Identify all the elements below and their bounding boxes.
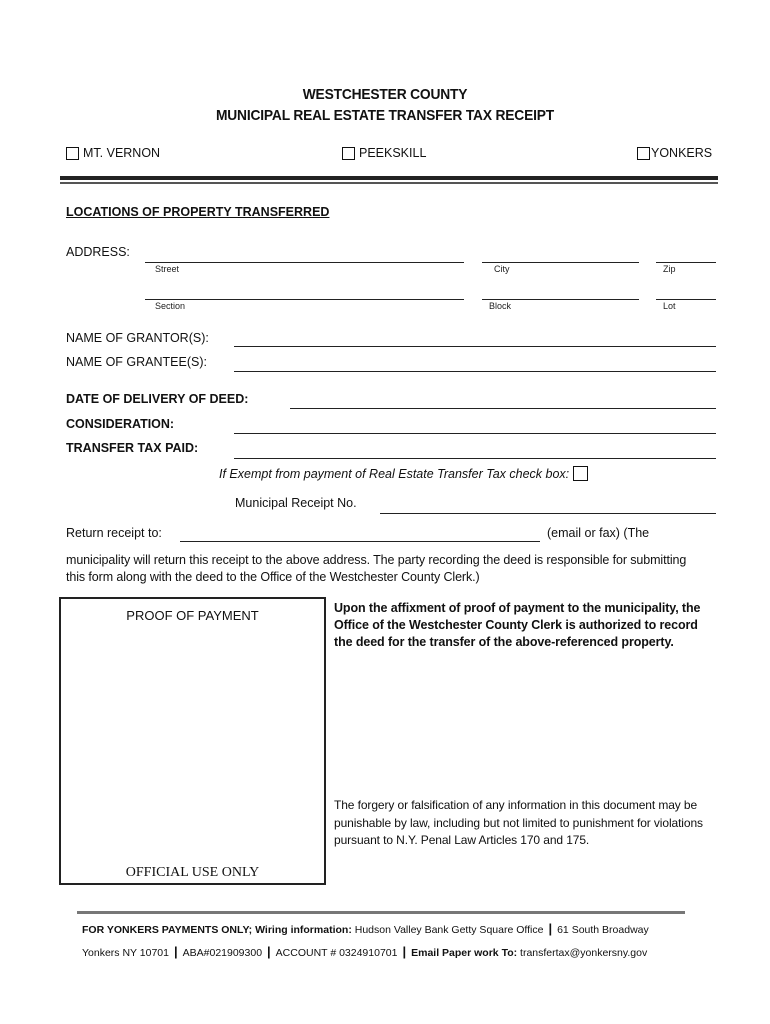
lot-field[interactable]: [656, 283, 716, 300]
separator: |: [173, 944, 178, 959]
street-caption: Street: [155, 264, 180, 274]
title-line-2: MUNICIPAL REAL ESTATE TRANSFER TAX RECEIPT: [215, 107, 555, 124]
affixment-line-3: the deed for the transfer of the above-referenced property.: [334, 635, 674, 649]
mt-vernon-checkbox[interactable]: [66, 147, 79, 160]
forgery-line-2: punishable by law, including but not limited to punishment for violations: [334, 816, 703, 830]
grantee-label: NAME OF GRANTEE(S):: [66, 355, 207, 369]
address-label: ADDRESS:: [66, 245, 130, 259]
option-peekskill[interactable]: [342, 146, 426, 160]
email-address[interactable]: transfertax@yonkersny.gov: [520, 947, 648, 959]
bank-street: 61 South Broadway: [557, 924, 649, 936]
block-field[interactable]: [482, 283, 639, 300]
bank-city: Yonkers NY 10701: [82, 947, 169, 959]
separator: |: [548, 921, 553, 936]
locations-heading: LOCATIONS OF PROPERTY TRANSFERRED: [66, 205, 330, 219]
title-line-1: WESTCHESTER COUNTY: [302, 86, 468, 103]
divider-thick: [60, 176, 718, 180]
city-caption: City: [494, 264, 510, 274]
date-of-delivery-label: DATE OF DELIVERY OF DEED:: [66, 392, 249, 406]
exempt-label: If Exempt from payment of Real Estate Transfer Tax check box:: [219, 466, 570, 481]
yonkers-checkbox[interactable]: [637, 147, 650, 160]
forgery-line-3: pursuant to N.Y. Penal Law Articles 170 and 175.: [334, 833, 590, 847]
block-caption: Block: [489, 301, 512, 311]
section-field[interactable]: [145, 283, 464, 300]
forgery-line-1: The forgery or falsification of any information in this document may be: [334, 798, 698, 812]
exempt-checkbox[interactable]: [573, 466, 588, 481]
affixment-line-1: Upon the affixment of proof of payment to the municipality, the: [334, 601, 701, 615]
separator: |: [267, 944, 271, 959]
receipt-no-field[interactable]: [380, 497, 716, 514]
affixment-line-2: Office of the Westchester County Clerk is authorized to record: [334, 618, 698, 632]
peekskill-checkbox[interactable]: [342, 147, 355, 160]
yonkers-label: YONKERS: [651, 146, 713, 160]
proof-of-payment-heading: PROOF OF PAYMENT: [126, 608, 259, 623]
date-of-delivery-field[interactable]: [290, 392, 716, 409]
return-receipt-suffix: (email or fax) (The: [547, 526, 650, 540]
grantee-field[interactable]: [234, 355, 716, 372]
section-caption: Section: [155, 301, 186, 311]
account-info-line: [82, 944, 647, 959]
peekskill-label: PEEKSKILL: [359, 146, 427, 160]
separator: |: [402, 944, 407, 959]
lot-caption: Lot: [663, 301, 676, 311]
mt-vernon-label: MT. VERNON: [83, 146, 161, 160]
account-number: ACCOUNT # 0324910701: [275, 947, 398, 959]
bank-name: Hudson Valley Bank Getty Square Office: [354, 924, 544, 936]
proof-of-payment-box: [59, 597, 326, 885]
transfer-tax-paid-label: TRANSFER TAX PAID:: [66, 441, 199, 455]
option-yonkers[interactable]: [637, 146, 712, 160]
return-receipt-field[interactable]: [180, 525, 540, 542]
return-note-line-2: this form along with the deed to the Office of the Westchester County Clerk.): [66, 570, 480, 584]
wiring-label: FOR YONKERS PAYMENTS ONLY; Wiring information:: [82, 924, 352, 936]
receipt-no-label: Municipal Receipt No.: [235, 496, 357, 510]
grantor-field[interactable]: [234, 330, 716, 347]
aba-number: ABA#021909300: [182, 947, 263, 959]
wiring-info-line: [82, 921, 649, 936]
city-field[interactable]: [482, 246, 639, 263]
email-label: Email Paper work To:: [411, 947, 518, 959]
divider-thin: [60, 182, 718, 184]
consideration-field[interactable]: [234, 417, 716, 434]
grantor-label: NAME OF GRANTOR(S):: [66, 331, 209, 345]
return-note-line-1: municipality will return this receipt to the above address. The party recording the deed is responsible for submitting: [66, 553, 687, 567]
footer-divider: [77, 911, 685, 914]
consideration-label: CONSIDERATION:: [66, 417, 175, 431]
zip-field[interactable]: [656, 246, 716, 263]
transfer-tax-paid-field[interactable]: [234, 442, 716, 459]
official-use-only-label: OFFICIAL USE ONLY: [125, 865, 260, 880]
exempt-row: [219, 466, 588, 481]
street-field[interactable]: [145, 246, 464, 263]
return-receipt-label: Return receipt to:: [66, 526, 162, 540]
zip-caption: Zip: [663, 264, 676, 274]
option-mt-vernon[interactable]: [66, 146, 160, 160]
